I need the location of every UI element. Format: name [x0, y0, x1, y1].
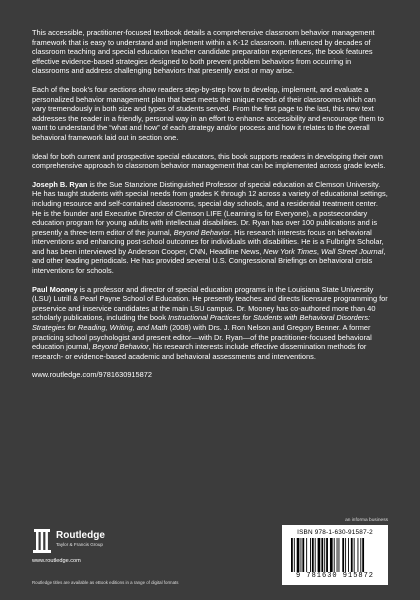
- ebook-availability-note: Routledge titles are available as eBook editions in a range of digital formats: [32, 580, 179, 585]
- barcode-stripe: [312, 538, 314, 572]
- barcode-stripe: [330, 538, 333, 572]
- periodical-title: New York Times: [263, 246, 317, 256]
- description-paragraph: Each of the book’s four sections show readers step-by-step how to develop, implement, and evaluate a personalized behavior management plan that best meets the unique needs of their classrooms which can vary tremendously in both size and types of students served. From the first page to the last, this new text addresses the reader in a friendly, personal way in an effort to enhance accessibility and encourage them to want to understand the “what and how” of each strategy and/or process and how it relates to the overall behavioral framework laid out in section one.: [32, 84, 384, 142]
- barcode-stripe: [342, 538, 344, 572]
- barcode-stripe: [310, 538, 311, 572]
- barcode-stripe: [297, 538, 300, 572]
- journal-title: Beyond Behavior: [173, 227, 231, 237]
- author-name: Paul Mooney: [32, 284, 78, 294]
- barcode-stripe: [362, 538, 364, 572]
- bio-text: is the Sue Stanzione Distinguished Professor of special education at Clemson University. He has taught students with special needs from grades K through 12 across a variety of educational settings, including resource and self-contained classrooms, special day schools, and a residential treatment center. He is the founder and Executive Director of Clemson LIFE (Learning is for Everyone), a postsecondary education program for young adults with intellectual disabilities. Dr. Ryan has over 100 publications and is presently a three-term editor of the journal,: [32, 179, 388, 237]
- barcode-stripe: [351, 538, 353, 572]
- cover-footer: [0, 518, 420, 600]
- author-bio-mooney: [32, 285, 388, 362]
- publisher-name: Routledge: [56, 530, 105, 541]
- barcode-stripe: [339, 538, 340, 572]
- back-cover-text: [32, 28, 388, 389]
- barcode-stripe: [345, 538, 346, 572]
- barcode-icon: [291, 538, 379, 572]
- barcode-stripe: [318, 538, 321, 572]
- bio-text: , and other leading periodicals. He has provided several U.S. Congressional Briefings on behavioral crisis interventions for schools.: [32, 246, 386, 276]
- isbn-number: ISBN 978-1-630-91587-2: [297, 529, 373, 536]
- description-paragraph: This accessible, practitioner-focused textbook details a comprehensive classroom behavior management framework that is easy to understand and implement within a K-12 classroom. Influenced by decades of classroom teaching and special education teacher candidate preparation experiences, the book features effective evidence-based strategies designed to both prevent problem behaviors from occurring in classrooms and address challenging behaviors that presently exist or may arise.: [32, 28, 375, 76]
- bio-text: (2008) with Drs. J. Ron Nelson and Gregory Benner. A former practicing school psychologist and present editor—with Dr. Ryan—of the practitioner-focused behavioral education journal,: [32, 323, 372, 352]
- publisher-group: Taylor & Francis Group: [56, 542, 103, 547]
- periodical-title: Wall Street Journal: [321, 246, 384, 256]
- bio-text: . His research interests focus on behavioral interventions and enhancing post-school outcomes for individuals with disabilities. He is a Fulbright Scholar, and has been interviewed by Anderson Cooper, CNN, Headline News,: [32, 227, 384, 256]
- barcode-stripe: [360, 538, 361, 572]
- barcode-stripe: [358, 538, 359, 572]
- book-url: www.routledge.com/9781630915872: [32, 370, 152, 380]
- barcode-stripe: [306, 538, 307, 572]
- publisher-logo: [32, 528, 152, 558]
- bio-text: , his research interests include effective dissemination methods for research- or evidence-based academic and behavioral assessments and interventions.: [32, 342, 367, 361]
- barcode-stripe: [326, 538, 328, 572]
- author-name: Joseph B. Ryan: [32, 179, 88, 189]
- barcode-stripe: [302, 538, 304, 572]
- barcode-stripe: [324, 538, 325, 572]
- journal-title: Beyond Behavior: [92, 342, 149, 352]
- book-title: Instructional Practices for Students with Behavioral Disorders: Strategies for Reading, Writing, and Math: [32, 313, 371, 333]
- barcode-stripe: [334, 538, 335, 572]
- author-bio-ryan: [32, 180, 388, 276]
- barcode-stripe: [294, 538, 295, 572]
- bio-text: ,: [316, 246, 322, 256]
- barcode-stripe: [337, 538, 338, 572]
- barcode-stripe: [291, 538, 293, 572]
- barcode-stripe: [301, 538, 302, 572]
- barcode-stripe: [315, 538, 316, 572]
- publisher-website: www.routledge.com: [32, 558, 81, 564]
- barcode-stripe: [354, 538, 355, 572]
- barcode-digits: 9 781630 915872: [295, 572, 374, 580]
- informa-tagline: an informa business: [345, 518, 388, 523]
- barcode-stripe: [321, 538, 323, 572]
- description-paragraph: Ideal for both current and prospective special educators, this book supports readers in developing their own comprehensive approach to classroom behavior management that can be implemented across grade levels.: [32, 151, 386, 171]
- isbn-barcode: [282, 525, 388, 585]
- barcode-stripe: [348, 538, 349, 572]
- routledge-column-icon: [32, 528, 52, 554]
- bio-text: is a professor and director of special education programs in the Louisiana State University (LSU) Lutrill & Pearl Payne School of Education. He presently teaches and directs licensure programming for preservice and inservice candidates at the main LSU campus. Dr. Mooney has co-authored more than 40 scholarly publications, including the book: [32, 284, 388, 323]
